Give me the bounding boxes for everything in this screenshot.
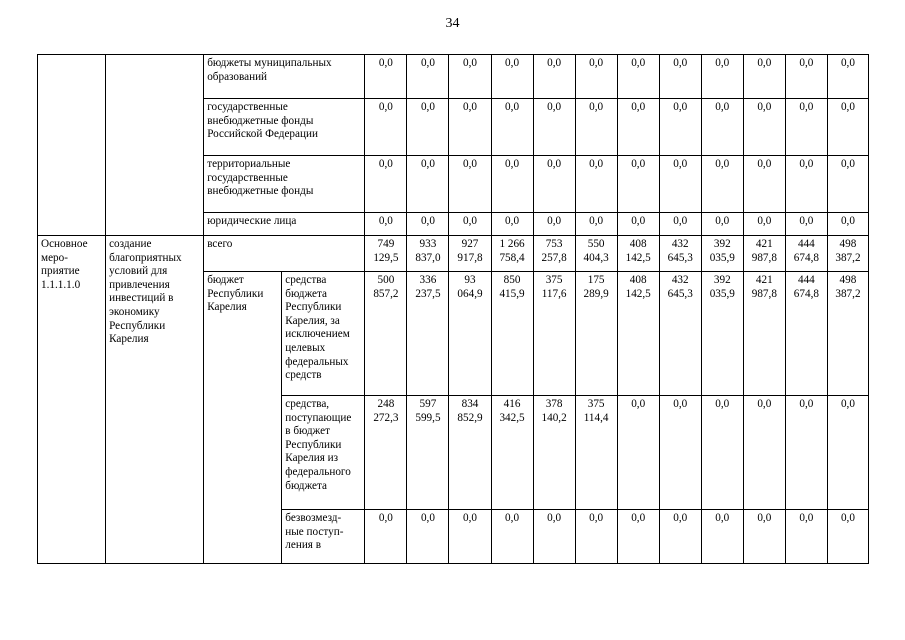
value-cell: 0,0 (449, 55, 491, 99)
budget-label: бюджет Республики Карелия (204, 272, 282, 564)
value-cell: 0,0 (449, 510, 491, 564)
value-cell: 0,0 (743, 156, 785, 213)
value-cell: 0,0 (575, 510, 617, 564)
value-cell: 0,0 (659, 55, 701, 99)
value-cell: 0,0 (827, 396, 868, 510)
value-cell: 0,0 (701, 396, 743, 510)
value-cell: 0,0 (575, 99, 617, 156)
value-cell: 0,0 (575, 55, 617, 99)
value-cell: 0,0 (659, 156, 701, 213)
table-row (38, 236, 869, 272)
value-cell: 753 257,8 (533, 236, 575, 272)
value-cell: 0,0 (743, 99, 785, 156)
value-cell: 500 857,2 (365, 272, 407, 396)
sub-source-label: безвозмезд- ные поступ- ления в (282, 510, 365, 564)
value-cell: 0,0 (617, 510, 659, 564)
value-cell: 0,0 (701, 156, 743, 213)
table-row (38, 55, 869, 99)
source-label: юридические лица (204, 213, 365, 236)
value-cell: 834 852,9 (449, 396, 491, 510)
value-cell: 248 272,3 (365, 396, 407, 510)
page-number: 34 (445, 16, 460, 31)
value-cell: 375 117,6 (533, 272, 575, 396)
total-label: всего (204, 236, 365, 272)
source-label: государственные внебюджетные фонды Российской Федерации (204, 99, 365, 156)
value-cell: 0,0 (407, 213, 449, 236)
value-cell: 0,0 (701, 213, 743, 236)
sub-source-label: средства бюджета Республики Карелия, за исключением целевых федеральных средств (282, 272, 365, 396)
value-cell: 749 129,5 (365, 236, 407, 272)
value-cell: 175 289,9 (575, 272, 617, 396)
value-cell: 0,0 (533, 213, 575, 236)
value-cell: 0,0 (533, 99, 575, 156)
value-cell: 0,0 (365, 99, 407, 156)
value-cell: 0,0 (407, 99, 449, 156)
value-cell: 0,0 (407, 55, 449, 99)
value-cell: 0,0 (617, 99, 659, 156)
sub-source-label: средства, поступающие в бюджет Республики Карелия из федерального бюджета (282, 396, 365, 510)
value-cell: 933 837,0 (407, 236, 449, 272)
value-cell: 432 645,3 (659, 272, 701, 396)
value-cell: 0,0 (449, 156, 491, 213)
value-cell: 421 987,8 (743, 272, 785, 396)
value-cell: 550 404,3 (575, 236, 617, 272)
value-cell: 0,0 (449, 99, 491, 156)
measure-name: создание благоприятных условий для привлечения инвестиций в экономику Республики Карелия (106, 236, 204, 564)
measure-status: Основное меро- приятие 1.1.1.1.0 (38, 236, 106, 564)
source-label: территориальные государственные внебюджетные фонды (204, 156, 365, 213)
name-cell-empty (106, 55, 204, 236)
value-cell: 0,0 (743, 396, 785, 510)
value-cell: 0,0 (659, 396, 701, 510)
value-cell: 0,0 (827, 55, 868, 99)
value-cell: 0,0 (533, 55, 575, 99)
value-cell: 0,0 (701, 55, 743, 99)
value-cell: 378 140,2 (533, 396, 575, 510)
value-cell: 444 674,8 (785, 272, 827, 396)
value-cell: 0,0 (491, 99, 533, 156)
value-cell: 0,0 (617, 213, 659, 236)
value-cell: 0,0 (743, 510, 785, 564)
value-cell: 0,0 (617, 396, 659, 510)
value-cell: 444 674,8 (785, 236, 827, 272)
value-cell: 0,0 (365, 510, 407, 564)
value-cell: 0,0 (659, 510, 701, 564)
value-cell: 0,0 (533, 510, 575, 564)
value-cell: 336 237,5 (407, 272, 449, 396)
value-cell: 0,0 (407, 156, 449, 213)
value-cell: 0,0 (659, 99, 701, 156)
value-cell: 93 064,9 (449, 272, 491, 396)
value-cell: 0,0 (743, 213, 785, 236)
value-cell: 0,0 (491, 156, 533, 213)
value-cell: 597 599,5 (407, 396, 449, 510)
value-cell: 0,0 (575, 156, 617, 213)
value-cell: 0,0 (743, 55, 785, 99)
budget-table (37, 54, 869, 564)
value-cell: 408 142,5 (617, 272, 659, 396)
source-label: бюджеты муниципальных образований (204, 55, 365, 99)
value-cell: 375 114,4 (575, 396, 617, 510)
value-cell: 0,0 (659, 213, 701, 236)
value-cell: 0,0 (533, 156, 575, 213)
value-cell: 0,0 (827, 510, 868, 564)
value-cell: 850 415,9 (491, 272, 533, 396)
value-cell: 0,0 (491, 213, 533, 236)
status-cell-empty (38, 55, 106, 236)
value-cell: 1 266 758,4 (491, 236, 533, 272)
value-cell: 0,0 (407, 510, 449, 564)
value-cell: 498 387,2 (827, 236, 868, 272)
value-cell: 421 987,8 (743, 236, 785, 272)
value-cell: 0,0 (827, 156, 868, 213)
value-cell: 0,0 (785, 213, 827, 236)
value-cell: 0,0 (617, 55, 659, 99)
value-cell: 0,0 (617, 156, 659, 213)
value-cell: 0,0 (785, 99, 827, 156)
value-cell: 0,0 (827, 99, 868, 156)
value-cell: 432 645,3 (659, 236, 701, 272)
value-cell: 0,0 (701, 510, 743, 564)
value-cell: 0,0 (827, 213, 868, 236)
value-cell: 416 342,5 (491, 396, 533, 510)
value-cell: 0,0 (365, 55, 407, 99)
value-cell: 0,0 (491, 55, 533, 99)
value-cell: 408 142,5 (617, 236, 659, 272)
value-cell: 0,0 (449, 213, 491, 236)
value-cell: 0,0 (365, 213, 407, 236)
value-cell: 0,0 (785, 510, 827, 564)
value-cell: 392 035,9 (701, 272, 743, 396)
value-cell: 498 387,2 (827, 272, 868, 396)
value-cell: 0,0 (365, 156, 407, 213)
value-cell: 927 917,8 (449, 236, 491, 272)
value-cell: 0,0 (491, 510, 533, 564)
value-cell: 0,0 (701, 99, 743, 156)
value-cell: 0,0 (785, 55, 827, 99)
value-cell: 392 035,9 (701, 236, 743, 272)
value-cell: 0,0 (785, 156, 827, 213)
value-cell: 0,0 (785, 396, 827, 510)
value-cell: 0,0 (575, 213, 617, 236)
